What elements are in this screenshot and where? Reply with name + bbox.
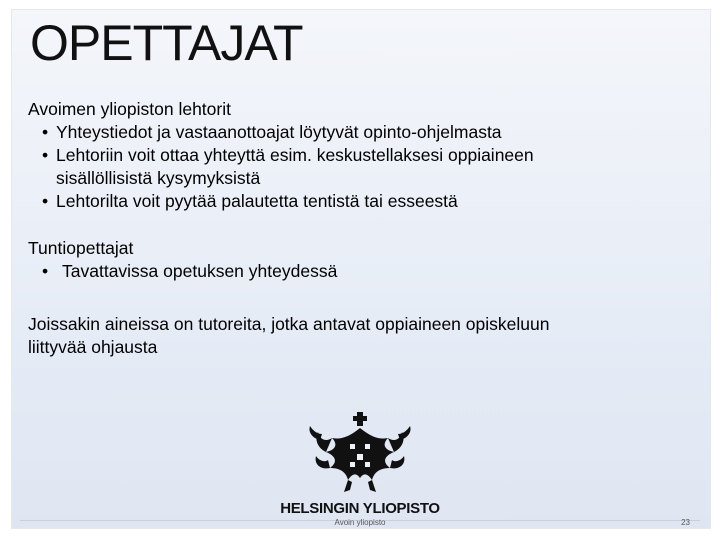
section-heading-lecturers: Avoimen yliopiston lehtorit xyxy=(28,99,231,119)
lecturers-bullet-list xyxy=(28,121,688,213)
list-item: • Yhteystiedot ja vastaanottoajat löytyvät opinto-ohjelmasta xyxy=(28,121,688,144)
flame-emblem-icon xyxy=(280,410,440,498)
tutor-paragraph xyxy=(28,313,688,359)
list-item-line: Lehtoriin voit ottaa yhteyttä esim. keskustellaksesi oppiaineen xyxy=(56,145,534,165)
list-item: • Tavattavissa opetuksen yhteydessä xyxy=(28,260,688,283)
slide-title: OPETTAJAT xyxy=(30,15,303,71)
paragraph-line: liittyvää ohjausta xyxy=(28,337,158,357)
tutors-bullet-list xyxy=(28,260,688,283)
page-number: 23 xyxy=(681,518,690,527)
logo-text: HELSINGIN YLIOPISTO xyxy=(280,500,440,517)
list-item-line: sisällöllisistä kysymyksistä xyxy=(56,168,261,188)
paragraph-line: Joissakin aineissa on tutoreita, jotka antavat oppiaineen opiskeluun xyxy=(28,314,550,334)
section-heading-tutors: Tuntiopettajat xyxy=(28,238,134,258)
slide-body xyxy=(28,98,688,359)
university-logo xyxy=(280,410,440,520)
footer-text: Avoin yliopisto xyxy=(334,518,386,527)
list-item: • Lehtorilta voit pyytää palautetta tentistä tai esseestä xyxy=(28,190,688,213)
list-item xyxy=(28,144,688,190)
